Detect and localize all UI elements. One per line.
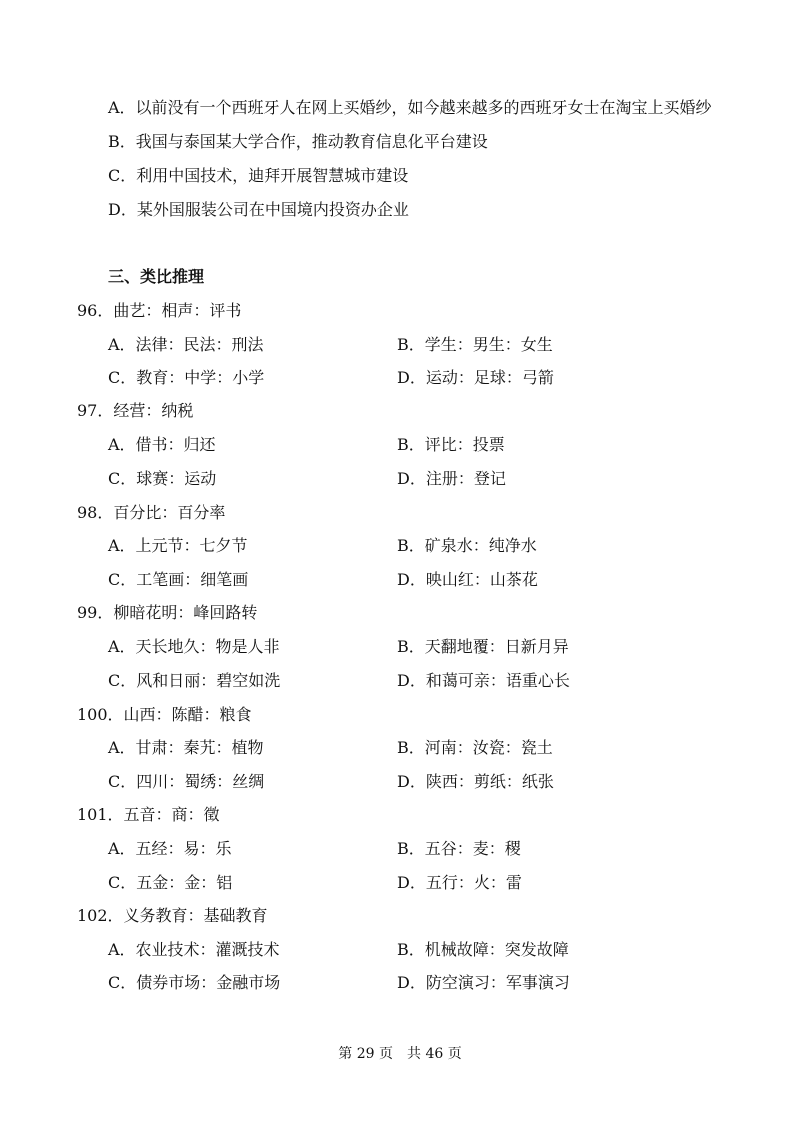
question-102-option-b: B．机械故障：突发故障: [397, 940, 569, 959]
question-98-option-c: C．工笔画：细笔画: [108, 570, 249, 589]
question-99-option-b: B．天翻地覆：日新月异: [397, 637, 569, 656]
question-102-option-d: D．防空演习：军事演习: [397, 973, 570, 992]
question-101-option-c: C．五金：金：铝: [108, 873, 233, 892]
question-99-option-c: C．风和日丽：碧空如洗: [108, 671, 281, 690]
question-102-stem: 102．义务教育：基础教育: [77, 906, 268, 925]
question-96-option-d: D．运动：足球：弓箭: [397, 368, 554, 387]
question-99-stem: 99．柳暗花明：峰回路转: [77, 603, 258, 622]
page-footer: 第 29 页 共 46 页: [338, 1046, 462, 1062]
question-96-option-b: B．学生：男生：女生: [397, 335, 553, 354]
question-98-option-b: B．矿泉水：纯净水: [397, 536, 537, 555]
question-101-option-b: B．五谷：麦：稷: [397, 839, 521, 858]
question-96-stem: 96．曲艺：相声：评书: [77, 301, 242, 320]
question-97-option-d: D．注册：登记: [397, 469, 506, 488]
question-100-option-d: D．陕西：剪纸：纸张: [397, 772, 554, 791]
question-97-option-a: A．借书：归还: [108, 435, 216, 454]
question-97-option-b: B．评比：投票: [397, 435, 505, 454]
question-101-option-a: A．五经：易：乐: [108, 839, 232, 858]
top-option-a: A．以前没有一个西班牙人在网上买婚纱，如今越来越多的西班牙女士在淘宝上买婚纱: [108, 98, 712, 117]
question-97-stem: 97．经营：纳税: [77, 401, 194, 420]
question-100-option-a: A．甘肃：秦艽：植物: [108, 738, 264, 757]
question-98-stem: 98．百分比：百分率: [77, 503, 226, 522]
top-option-d: D．某外国服装公司在中国境内投资办企业: [108, 200, 409, 219]
question-97-option-c: C．球赛：运动: [108, 469, 217, 488]
question-98-option-d: D．映山红：山茶花: [397, 570, 538, 589]
question-102-option-c: C．债券市场：金融市场: [108, 973, 281, 992]
question-96-option-c: C．教育：中学：小学: [108, 368, 265, 387]
question-99-option-d: D．和蔼可亲：语重心长: [397, 671, 570, 690]
question-102-option-a: A．农业技术：灌溉技术: [108, 940, 280, 959]
section-title: 三、类比推理: [108, 267, 205, 286]
question-100-option-b: B．河南：汝瓷：瓷土: [397, 738, 553, 757]
question-101-option-d: D．五行：火：雷: [397, 873, 522, 892]
top-option-c: C．利用中国技术，迪拜开展智慧城市建设: [108, 166, 409, 185]
question-99-option-a: A．天长地久：物是人非: [108, 637, 280, 656]
question-100-stem: 100．山西：陈醋：粮食: [77, 705, 252, 724]
question-101-stem: 101．五音：商：徵: [77, 805, 220, 824]
question-98-option-a: A．上元节：七夕节: [108, 536, 248, 555]
question-100-option-c: C．四川：蜀绣：丝绸: [108, 772, 265, 791]
top-option-b: B．我国与泰国某大学合作，推动教育信息化平台建设: [108, 132, 488, 151]
question-96-option-a: A．法律：民法：刑法: [108, 335, 264, 354]
